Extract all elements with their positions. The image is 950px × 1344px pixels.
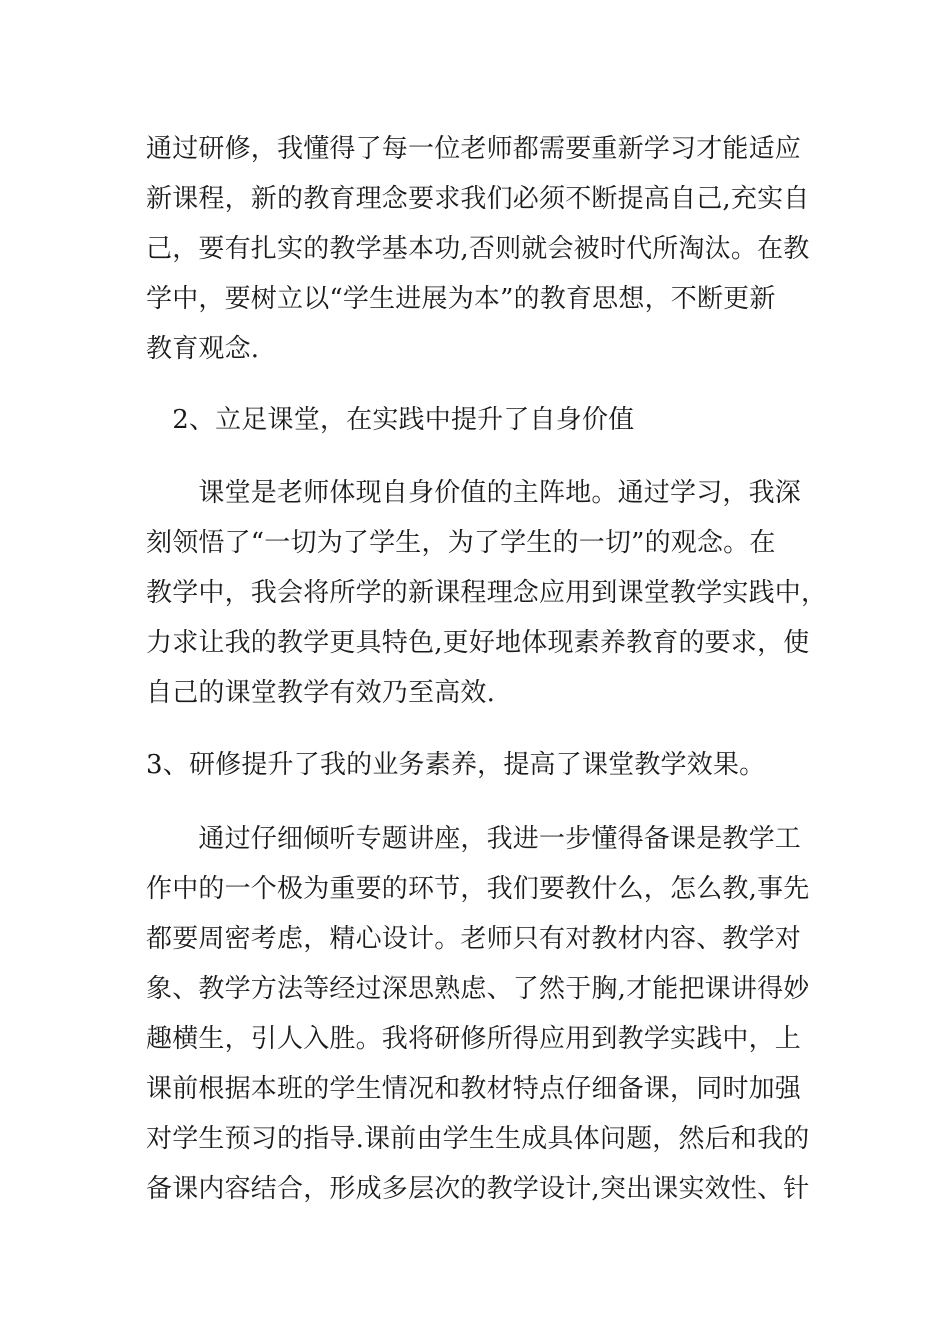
section-heading-2: 2、立足课堂，在实践中提升了自身价值 — [146, 405, 635, 435]
paragraph-1-line-4: 学中，要树立以“学生进展为本”的教育思想，不断更新 — [146, 284, 776, 314]
paragraph-1-line-1: 通过研修，我懂得了每一位老师都需要重新学习才能适应 — [146, 134, 802, 164]
paragraph-5-line-1: 通过仔细倾听专题讲座，我进一步懂得备课是教学工 — [146, 824, 802, 854]
paragraph-5-line-4: 象、教学方法等经过深思熟虑、了然于胸,才能把课讲得妙 — [146, 974, 810, 1004]
paragraph-1-line-5: 教育观念. — [146, 334, 260, 364]
paragraph-3-line-4: 力求让我的教学更具特色,更好地体现素养教育的要求，使 — [146, 628, 810, 658]
section-heading-3: 3、研修提升了我的业务素养，提高了课堂教学效果。 — [146, 750, 766, 780]
paragraph-5-line-8: 备课内容结合，形成多层次的教学设计,突出课实效性、针 — [146, 1174, 810, 1204]
paragraph-3-line-3: 教学中，我会将所学的新课程理念应用到课堂教学实践中， — [146, 578, 828, 608]
paragraph-1-line-3: 己，要有扎实的教学基本功,否则就会被时代所淘汰。在教 — [146, 234, 810, 264]
paragraph-5-line-7: 对学生预习的指导.课前由学生生成具体问题，然后和我的 — [146, 1124, 810, 1154]
paragraph-3-line-2: 刻领悟了“一切为了学生，为了学生的一切”的观念。在 — [146, 528, 776, 558]
paragraph-5-line-6: 课前根据本班的学生情况和教材特点仔细备课，同时加强 — [146, 1074, 802, 1104]
paragraph-3-line-5: 自己的课堂教学有效乃至高效. — [146, 678, 496, 708]
paragraph-5-line-5: 趣横生，引人入胜。我将研修所得应用到教学实践中，上 — [146, 1024, 802, 1054]
paragraph-1-line-2: 新课程，新的教育理念要求我们必须不断提高自己,充实自 — [146, 184, 810, 214]
paragraph-5-line-2: 作中的一个极为重要的环节，我们要教什么，怎么教,事先 — [146, 874, 810, 904]
paragraph-3-line-1: 课堂是老师体现自身价值的主阵地。通过学习，我深 — [146, 478, 802, 508]
paragraph-5-line-3: 都要周密考虑，精心设计。老师只有对教材内容、教学对 — [146, 924, 802, 954]
